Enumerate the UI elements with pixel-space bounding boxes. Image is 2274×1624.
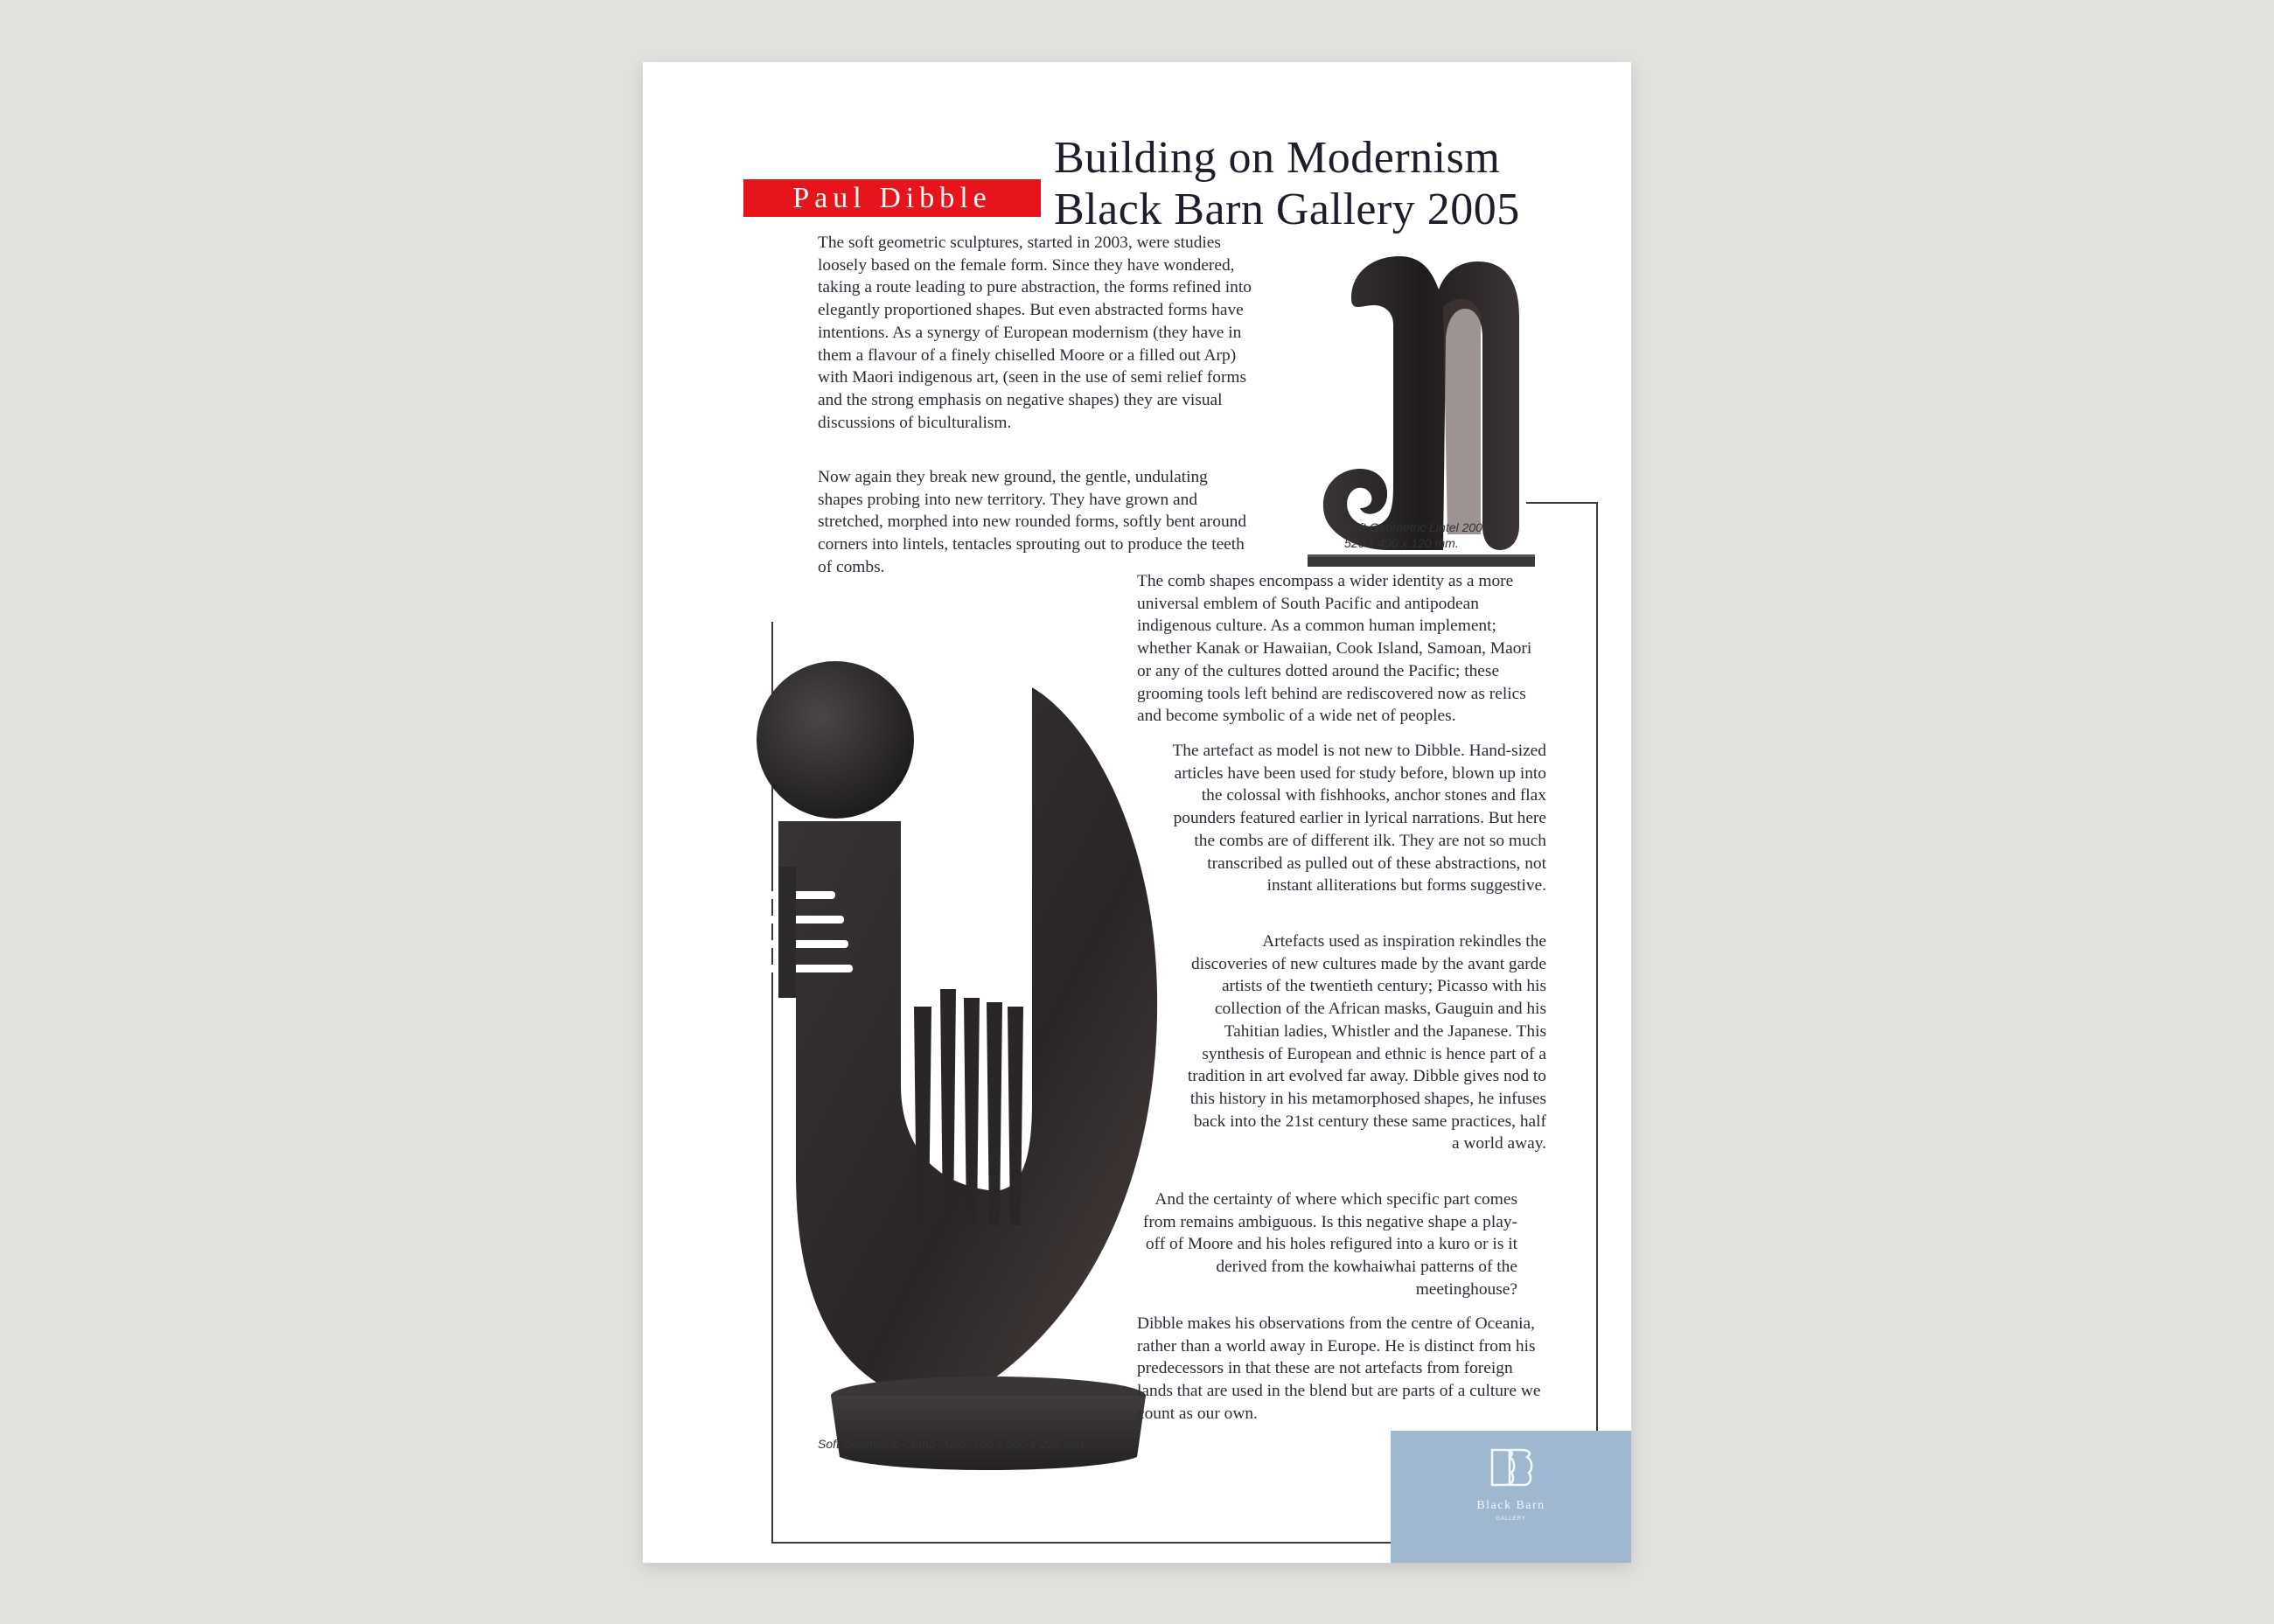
comb-tooth <box>940 989 956 1225</box>
document-page <box>643 62 1631 1563</box>
paragraph-text: The comb shapes encompass a wider identity as a more universal emblem of South Pacific and antipodean indigenous culture. As a common human implement; whether Kanak or Hawaiian, Cook Island, Samoan, Maori or any of the cultures dotted around the Pacific; these grooming tools left behind are rediscovered now as relics and become symbolic of a wide net of peoples. <box>1137 572 1532 726</box>
comb-caption: Soft Geometric Comb 2005, 700 x 600 x 220 mm. <box>818 1437 1088 1451</box>
paragraph-text: And the certainty of where which specific part comes from remains ambiguous. Is this negative shape a play-off of Moore and his holes refigured into a kuro or is it derived from the kowhaiwhai patterns of the meetinghouse? <box>1142 1190 1517 1299</box>
lintel-form <box>1323 256 1519 550</box>
frame-line-right <box>1596 502 1598 1458</box>
paragraph-6 <box>1141 1188 1517 1301</box>
paragraph-7 <box>1137 1313 1548 1425</box>
comb-sphere <box>757 661 914 819</box>
paragraph-text: The artefact as model is not new to Dibble. Hand-sized articles have been used for study before, blown up into the colossal with fishhooks, anchor stones and flax pounders featured earlier in lyrical narrations. But here the combs are of different ilk. They are not so much transcribed as pulled out of these abstractions, not instant alliterations but forms suggestive. <box>1172 742 1546 896</box>
paragraph-3 <box>1137 570 1548 728</box>
comb-tooth <box>987 1002 1002 1225</box>
paragraph-text: The soft geometric sculptures, started in 2003, were studies loosely based on the female form. Since they have wondered, taking a route leading to pure abstraction, the forms refined into elegantly proportioned shapes. But even abstracted forms have intentions. As a synergy of European modernism (they have in them a flavour of a finely chiselled Moore or a filled out Arp) with Maori indigenous art, (seen in the use of semi relief forms and the strong emphasis on negative shapes) they are visual discussions of biculturalism. <box>818 233 1252 432</box>
frame-line-top-right <box>1526 502 1598 504</box>
paragraph-text: Artefacts used as inspiration rekindles the discoveries of new cultures made by the avant garde artists of the twentieth century; Picasso with his collection of the African masks, Gauguin and his Tahitian ladies, Whistler and the Japanese. This synthesis of European and ethnic is hence part of a tradition in art evolved far away. Dibble gives nod to this history in his metamorphosed shapes, he infuses back into the 21st century these same practices, half a world away. <box>1187 932 1546 1154</box>
comb-slit <box>757 916 844 924</box>
comb-tooth <box>1008 1007 1023 1225</box>
paragraph-5 <box>1185 930 1546 1155</box>
article-title <box>1054 132 1520 235</box>
lintel-caption-line-1: Soft Geometric Lintel 2005, <box>1344 520 1493 534</box>
paragraph-2 <box>818 466 1255 579</box>
comb-tooth <box>914 1007 931 1225</box>
author-tag: Paul Dibble <box>743 179 1041 217</box>
logo-subtitle: GALLERY <box>1496 1516 1526 1522</box>
bb-monogram-icon <box>1489 1448 1534 1487</box>
lintel-caption-line-2: 520 x 490 x 120 mm. <box>1344 536 1459 550</box>
title-line-1: Building on Modernism <box>1054 133 1501 183</box>
paragraph-4 <box>1161 740 1546 897</box>
paragraph-text: Now again they break new ground, the gentle, undulating shapes probing into new territory. They have grown and stretched, morphed into new rounded forms, softly bent around corners into lintels, tentacles sprouting out to produce the teeth of combs. <box>818 468 1247 576</box>
logo-name: Black Barn <box>1476 1499 1545 1512</box>
black-barn-logo <box>1391 1431 1631 1563</box>
title-line-2: Black Barn Gallery 2005 <box>1054 185 1520 234</box>
frame-line-bottom <box>771 1542 1392 1544</box>
lintel-caption <box>1344 519 1572 551</box>
comb-base <box>831 1396 1146 1470</box>
comb-tooth <box>964 998 980 1225</box>
comb-slit <box>757 965 853 972</box>
paragraph-1 <box>818 232 1255 434</box>
paragraph-text: Dibble makes his observations from the centre of Oceania, rather than a world away in Europe. He is distinct from his predecessors in that these are not artefacts from foreign lands that are used in the blend but are parts of a culture we count as our own. <box>1137 1314 1541 1423</box>
comb-slit <box>757 940 848 948</box>
